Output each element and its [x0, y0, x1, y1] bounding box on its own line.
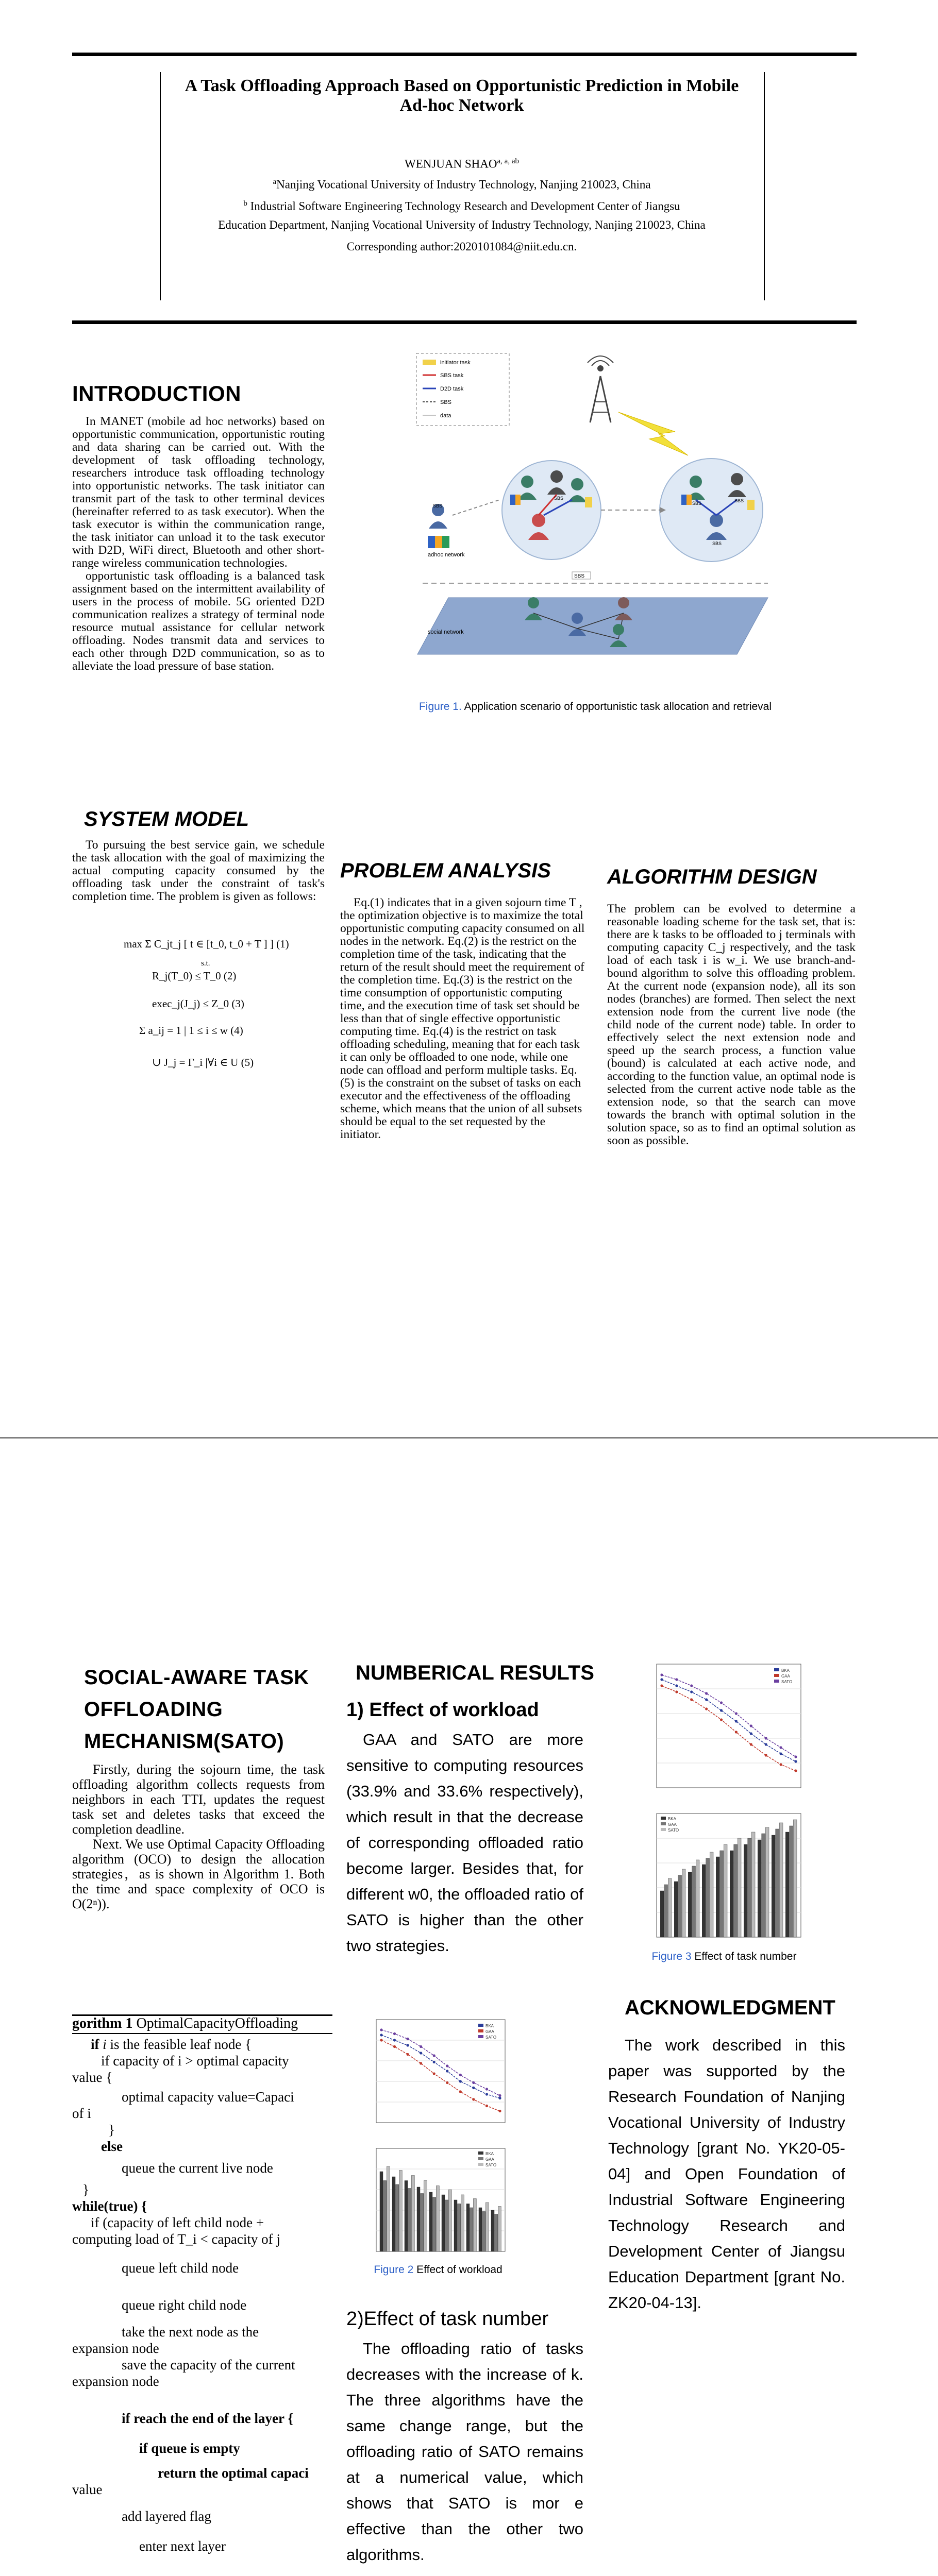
algorithm-title-rule: [72, 2033, 332, 2034]
bar: [751, 1832, 755, 1937]
introduction-heading: INTRODUCTION: [72, 381, 241, 405]
legend-swatch: [661, 1828, 666, 1831]
data-point: [433, 2061, 435, 2063]
bar: [793, 1820, 797, 1937]
bar: [498, 2207, 501, 2252]
data-point: [472, 2087, 475, 2089]
figure1-tag: SBS: [574, 573, 585, 579]
data-point: [675, 1684, 678, 1687]
figure-2-charts: [361, 2014, 515, 2262]
bar: [392, 2177, 395, 2251]
aff1-text: Nanjing Vocational University of Industry Technology, Nanjing 210023, China: [276, 178, 651, 191]
numerical-body-2: [346, 2336, 583, 2568]
bar: [748, 1838, 751, 1937]
system-model-body: [72, 839, 325, 903]
legend-label: SATO: [668, 1828, 679, 1833]
bar: [461, 2195, 464, 2251]
bar: [495, 2214, 498, 2252]
bar: [387, 2166, 390, 2251]
data-point: [459, 2080, 462, 2082]
algo-line: if queue is empty: [139, 2441, 240, 2456]
algo-line: if capacity of i > optimal capacity: [101, 2053, 289, 2069]
node-label: SBS: [433, 503, 443, 509]
figure-3-caption-label: Figure 3: [651, 1951, 692, 1962]
data-point: [660, 1678, 663, 1681]
bar: [429, 2192, 432, 2251]
figure-1: [407, 345, 783, 713]
acknowledgment-body: [608, 2032, 845, 2316]
bar: [482, 2212, 485, 2252]
data-point: [407, 2053, 409, 2056]
figure-2-caption: [361, 2264, 515, 2276]
bar: [692, 1866, 696, 1937]
legend-label: BKA: [485, 2151, 494, 2156]
algorithm-1-title: [72, 2015, 332, 2032]
bar: [383, 2181, 387, 2252]
legend-label: GAA: [485, 2157, 494, 2162]
algorithm-1-title-rest: OptimalCapacityOffloading: [132, 2015, 298, 2031]
data-point: [433, 2054, 435, 2057]
bar: [710, 1852, 713, 1937]
bar: [716, 1857, 719, 1937]
aff1-superscript: a: [273, 178, 277, 186]
algo-line: of i: [72, 2106, 91, 2121]
figure-1-diagram: [407, 345, 783, 675]
acknowledgment-heading: ACKNOWLEDGMENT: [625, 1996, 835, 2019]
introduction-para-1: In MANET (mobile ad hoc networks) based on opportunistic communication, opportunistic routing and data sharing can be carried out. With the development of task offloading technology, researchers introduce task offloading technology into opportunistic networks. The task initiator can transmit part of the task to other terminal devices (hereinafter referred to as task executor). When the task executor is within the communication range, the task initiator can unload it to the task executor with D2D, WiFi direct, Bluetooth and other short-range wireless communication technologies.: [72, 415, 325, 570]
equation-2: R_j(T_0) ≤ T_0 (2): [152, 970, 237, 982]
bar: [380, 2172, 383, 2251]
bar: [765, 1827, 769, 1937]
data-point: [393, 2039, 396, 2041]
legend-swatch: [774, 1680, 779, 1683]
data-point: [472, 2081, 475, 2084]
equation-4: Σ a_ij = 1 | 1 ≤ i ≤ w (4): [139, 1024, 243, 1037]
data-point: [720, 1709, 723, 1711]
bar: [790, 1826, 793, 1937]
bar: [724, 1844, 727, 1937]
legend-label: GAA: [781, 1674, 790, 1679]
legend-swatch: [478, 2035, 483, 2038]
data-point: [459, 2090, 462, 2093]
numerical-para-1: GAA and SATO are more sensitive to computing resources (33.9% and 33.6% respectively), which result in that the decrease of corresponding offloaded ratio become larger. Besides that, for different w0, the offloaded ratio of SATO is higher than the other two strategies.: [346, 1731, 583, 1955]
problem-analysis-body: [340, 896, 588, 1141]
legend-swatch: [478, 2024, 483, 2027]
legend-swatch: [478, 2163, 483, 2166]
bar: [417, 2187, 420, 2251]
data-point: [690, 1698, 693, 1701]
data-point: [393, 2045, 396, 2048]
data-point: [420, 2062, 422, 2064]
social-heading: [84, 1662, 309, 1757]
data-point: [765, 1754, 767, 1756]
algo-line: enter next layer: [139, 2538, 226, 2554]
data-point: [690, 1684, 693, 1687]
problem-analysis-heading: PROBLEM ANALYSIS: [340, 859, 551, 882]
algo-line: while(true) {: [72, 2198, 147, 2214]
bar: [720, 1851, 724, 1937]
data-point: [720, 1718, 723, 1721]
algorithm-1-box: [72, 2015, 332, 2576]
algo-line: if reach the end of the layer {: [122, 2411, 293, 2426]
header-bottom-rule: [72, 320, 857, 324]
legend-label: GAA: [485, 2029, 494, 2034]
corresponding-author: [160, 238, 764, 256]
data-point: [794, 1755, 797, 1758]
bar: [396, 2184, 399, 2251]
algo-line: value {: [72, 2070, 113, 2085]
bar: [479, 2208, 482, 2251]
numerical-body-1: [346, 1727, 583, 1959]
bar: [466, 2204, 470, 2252]
bar: [744, 1844, 747, 1937]
algorithm-design-body: [607, 903, 856, 1147]
author-line: [160, 152, 764, 173]
bar: [458, 2204, 461, 2252]
bar: [448, 2190, 451, 2251]
bar: [772, 1835, 775, 1937]
data-point: [446, 2064, 448, 2067]
algo-line: if (capacity of left child node +: [91, 2215, 264, 2230]
figure-3-charts: [639, 1659, 809, 1947]
legend-label: BKA: [668, 1817, 677, 1821]
bar: [779, 1823, 783, 1937]
algo-line: add layered flag: [122, 2509, 211, 2524]
legend-label: SATO: [485, 2035, 497, 2040]
legend-swatch: [774, 1668, 779, 1671]
corresponding-text: Corresponding author:2020101084@niit.edu.cn.: [346, 240, 577, 253]
legend-label: SATO: [781, 1680, 793, 1684]
data-point: [393, 2032, 396, 2035]
numerical-heading: NUMBERICAL RESULTS: [356, 1662, 594, 1684]
data-point: [660, 1673, 663, 1676]
system-model-heading: SYSTEM MODEL: [84, 808, 249, 831]
algo-line: }: [108, 2122, 115, 2138]
algorithm-design-para: The problem can be evolved to determine a reasonable loading scheme for the task set, that is: there are k tasks to be offloaded to j terminals with computing capacity C_j respectively, and the task load of each task i is w_i. We use branch-and-bound algorithm to solve this offloading problem. At the current node (expansion node), all its son nodes (branches) are formed. Then select the next extension node from the current live node (the child node of the current node) table. In order to effectively select the next extension node and speed up the search process, a function value (bound) is calculated at each active node, and according to the function value, an optimal node is selected from the current active node table as the extension node, so that the search can move towards the branch with optimal solution in the solution space, so as to find an optimal solution as soon as possible.: [607, 902, 856, 1147]
algo-line: queue right child node: [122, 2297, 247, 2313]
bar: [678, 1875, 682, 1937]
data-point: [407, 2044, 409, 2046]
bar: [433, 2197, 436, 2251]
legend-item-5: data: [440, 413, 451, 419]
bar: [408, 2189, 411, 2252]
data-point: [675, 1690, 678, 1693]
data-point: [433, 2072, 435, 2075]
system-model-para: To pursuing the best service gain, we schedule the task allocation with the goal of maximizing the actual computing capacity consumed by the offloading task under the constraint of task's completion time. The problem is given as follows:: [72, 838, 325, 903]
social-heading-line-2: OFFLOADING: [84, 1698, 223, 1721]
social-para-1: Firstly, during the sojourn time, the task offloading algorithm collects requests from neighbors in each TTI, updates the request task set and deletes tasks that exceed the completion deadline.: [72, 1762, 325, 1837]
bar: [411, 2176, 414, 2252]
figure-3-caption-text: Effect of task number: [694, 1951, 797, 1962]
data-point: [780, 1746, 782, 1749]
data-point: [690, 1690, 693, 1693]
data-point: [660, 1684, 663, 1687]
acknowledgment-para: The work described in this paper was supported by the Research Foundation of Nanjing Vocational University of Industry Technology [grant No. YK20-05-04] and Open Foundation of Industrial Software Engineering Technology Research and Development Center of Jiangsu Education Department [grant No. ZK20-04-13].: [608, 2036, 845, 2312]
bar: [470, 2208, 473, 2251]
lightning-icon: [618, 412, 688, 455]
data-point: [794, 1769, 797, 1772]
data-point: [380, 2028, 382, 2031]
bar: [688, 1872, 692, 1937]
equation-st: s.t.: [201, 959, 210, 968]
bar: [682, 1869, 685, 1937]
bar: [405, 2181, 408, 2252]
figure-2-caption-text: Effect of workload: [416, 2264, 502, 2276]
bar: [785, 1832, 789, 1937]
bar: [421, 2194, 424, 2252]
social-network-label: social network: [428, 629, 464, 635]
algo-line: take the next node as the: [122, 2324, 259, 2340]
data-point: [675, 1678, 678, 1681]
legend-label: BKA: [781, 1668, 790, 1673]
algorithm-1-title-bold: gorithm 1: [72, 2015, 133, 2031]
algo-line: expansion node: [72, 2374, 159, 2389]
data-point: [472, 2098, 475, 2100]
data-point: [705, 1707, 708, 1710]
affiliation-3: [149, 216, 774, 234]
algo-line: return the optimal capaci: [158, 2465, 309, 2481]
node-label: SBS: [734, 498, 744, 503]
data-point: [446, 2081, 448, 2084]
node-label: SBS: [692, 501, 702, 506]
bar: [664, 1885, 668, 1937]
equation-1: max Σ C_jt_j [ t ∈ [t_0, t_0 + T ] ] (1): [124, 938, 289, 950]
legend-swatch: [661, 1822, 666, 1825]
data-point: [498, 2110, 501, 2112]
legend-label: GAA: [668, 1822, 677, 1827]
algo-line: else: [101, 2139, 123, 2154]
title-line-2: Ad-hoc Network: [399, 96, 524, 115]
algorithm-design-heading: ALGORITHM DESIGN: [607, 866, 817, 888]
data-point: [380, 2033, 382, 2036]
bar: [424, 2181, 427, 2252]
legend-label: SATO: [485, 2163, 497, 2167]
adhoc-network-label: adhoc network: [428, 552, 465, 558]
data-point: [498, 2094, 501, 2097]
social-body: [72, 1762, 325, 1911]
algo-line: queue left child node: [122, 2260, 239, 2276]
algo-line: expansion node: [72, 2341, 159, 2356]
introduction-body: [72, 415, 325, 673]
figure-1-caption-label: Figure 1.: [418, 701, 462, 713]
bar: [491, 2210, 494, 2251]
figure-1-caption-text: Application scenario of opportunistic task allocation and retrieval: [464, 701, 772, 713]
data-point: [459, 2074, 462, 2076]
data-point: [735, 1731, 738, 1733]
data-point: [720, 1701, 723, 1704]
author-name: WENJUAN SHAO: [404, 157, 497, 171]
legend-swatch: [661, 1817, 666, 1820]
base-station-tower-icon: [588, 356, 613, 422]
data-point: [498, 2097, 501, 2099]
affiliation-1: [160, 173, 764, 194]
data-point: [780, 1763, 782, 1766]
data-point: [780, 1752, 782, 1755]
author-superscript: a, a, ab: [497, 157, 519, 165]
header-box-right-border: [764, 72, 765, 300]
algo-line: computing load of T_i < capacity of j: [72, 2231, 280, 2247]
legend-item-2: SBS task: [440, 372, 464, 379]
social-heading-line-3: MECHANISM(SATO): [84, 1730, 284, 1753]
bar: [706, 1858, 710, 1937]
data-point: [485, 2088, 488, 2090]
equation-5: ∪ J_j = Γ_i |∀i ∈ U (5): [152, 1056, 254, 1069]
bar: [445, 2200, 448, 2251]
bar: [762, 1834, 765, 1937]
figure-3: [639, 1659, 809, 1968]
bar: [674, 1882, 678, 1937]
node-label: SBS: [554, 496, 564, 501]
top-rule: [72, 53, 857, 56]
bar: [738, 1838, 741, 1937]
numerical-sub1: 1) Effect of workload: [346, 1699, 539, 1721]
bar: [730, 1851, 733, 1937]
bar: [668, 1878, 672, 1937]
page-break: [0, 1437, 938, 1438]
data-point: [794, 1760, 797, 1762]
data-point: [420, 2052, 422, 2054]
data-point: [380, 2039, 382, 2041]
bar: [436, 2186, 439, 2252]
data-point: [765, 1743, 767, 1745]
legend-swatch: [478, 2151, 483, 2155]
node-label: SBS: [712, 541, 722, 546]
data-point: [705, 1692, 708, 1694]
legend-label: BKA: [485, 2024, 494, 2028]
data-point: [446, 2070, 448, 2072]
algo-line: }: [82, 2182, 89, 2197]
data-point: [705, 1698, 708, 1701]
paper-title: [160, 76, 764, 115]
bar: [473, 2199, 476, 2252]
problem-analysis-para: Eq.(1) indicates that in a given sojourn time T , the optimization objective is to maximize the total opportunistic computing capacity consumed on all nodes in the network. Eq.(2) is the restrict on the completion time of the task, indicating that the return of the result should meet the requirement of the completion time. Eq.(3) is the restrict on the time consumption of opportunistic computing time, and the execution time of task set should be less than that of single effective opportunistic computing time. Eq.(4) is the restrict on task offloading scheduling, meaning that for each task it can only be offloaded to one node, while one node can offload and perform multiple tasks. Eq.(5) is the constraint on the subset of tasks on each executor and the effectiveness of the offloading scheme, which means that the union of all subsets should be equal to the set requested by the initiator.: [340, 896, 585, 1141]
affiliation-2: [160, 195, 764, 215]
data-point: [750, 1732, 752, 1735]
data-point: [407, 2038, 409, 2040]
algo-line: if i is the feasible leaf node {: [91, 2037, 252, 2052]
aff2-superscript: b: [243, 199, 247, 208]
algo-line: optimal capacity value=Capaci: [122, 2089, 294, 2105]
legend-item-4: SBS: [440, 399, 452, 405]
data-point: [765, 1737, 767, 1739]
social-heading-line-1: SOCIAL-AWARE TASK: [84, 1666, 309, 1689]
data-point: [735, 1720, 738, 1722]
social-para-2: Next. We use Optimal Capacity Offloading algorithm (OCO) to design the allocation strategies，as is shown in Algorithm 1. Both the time and space complexity of OCO is O(2ⁿ)).: [72, 1837, 325, 1911]
figure-2-caption-label: Figure 2: [374, 2264, 414, 2276]
equation-3: exec_j(J_j) ≤ Z_0 (3): [152, 997, 244, 1010]
social-network-plane: [417, 598, 768, 654]
figure-2: [361, 2014, 515, 2282]
introduction-para-2: opportunistic task offloading is a balanced task assignment based on the intermittent availability of users in the process of mobile. 5G oriented D2D communication realizes a strategy of terminal node resource mutual assistance for cellular network offloading. Nodes transmit data and services to each other through D2D communication, so as to alleviate the load pressure of base station.: [72, 569, 325, 673]
aff2-text: Industrial Software Engineering Technology Research and Development Center of Jiangsu: [250, 199, 680, 213]
numerical-sub2: 2)Effect of task number: [346, 2308, 549, 2330]
equations-block: [124, 938, 330, 1069]
aff3-text: Education Department, Nanjing Vocational University of Industry Technology, Nanjing 210023, China: [218, 218, 706, 231]
legend-swatch: [478, 2029, 483, 2032]
bar: [696, 1860, 699, 1937]
legend-item-3: D2D task: [440, 386, 464, 392]
numerical-para-2: The offloading ratio of tasks decreases with the increase of k. The three algorithms have the same change range, but the offloading ratio of SATO remains at a numerical value, which shows that SATO is mor e effective than the other two algorithms.: [346, 2340, 583, 2564]
algo-line: save the capacity of the current: [122, 2357, 295, 2372]
bar: [399, 2171, 402, 2252]
legend-item-1: initiator task: [440, 360, 471, 366]
data-point: [735, 1712, 738, 1715]
legend-swatch: [774, 1674, 779, 1677]
data-point: [750, 1724, 752, 1727]
figure-3-caption: [639, 1951, 809, 1963]
bar: [758, 1840, 761, 1937]
data-point: [420, 2045, 422, 2048]
data-point: [485, 2105, 488, 2107]
bar: [702, 1865, 706, 1937]
bar: [442, 2195, 445, 2251]
data-point: [485, 2093, 488, 2095]
data-point: [750, 1743, 752, 1745]
figure-1-caption: [407, 701, 783, 713]
algo-line: queue the current live node: [122, 2160, 273, 2176]
legend-swatch: [478, 2157, 483, 2160]
bar: [660, 1891, 664, 1937]
bar: [734, 1844, 738, 1937]
algo-line: value: [72, 2482, 103, 2497]
bar: [485, 2202, 489, 2251]
bar: [454, 2200, 457, 2251]
bar: [776, 1829, 779, 1937]
title-line-1: A Task Offloading Approach Based on Opportunistic Prediction in Mobile: [185, 76, 739, 95]
